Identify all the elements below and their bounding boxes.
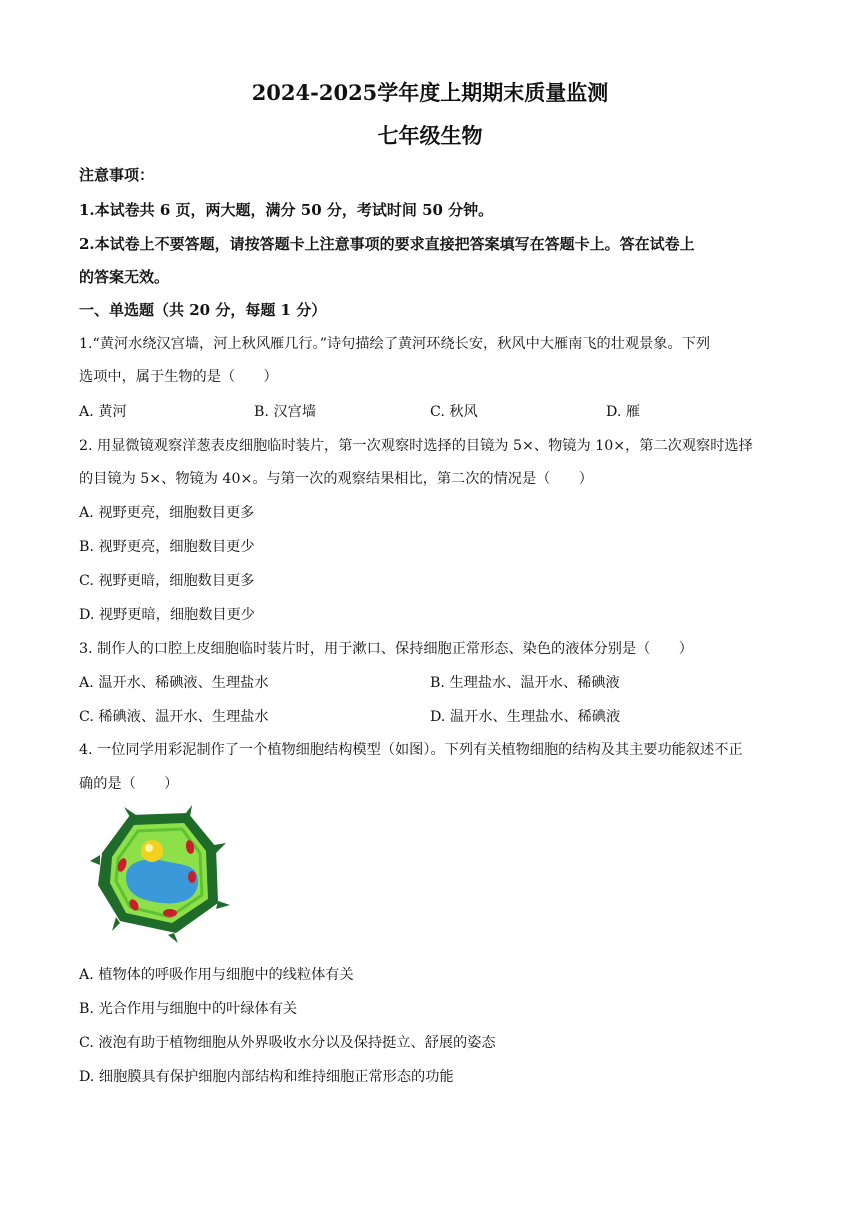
- q2-option-a: A. 视野更亮，细胞数目更多: [79, 505, 255, 521]
- nucleus-highlight: [145, 844, 153, 852]
- q4-option-b: B. 光合作用与细胞中的叶绿体有关: [79, 1001, 298, 1017]
- q4-option-d: D. 细胞膜具有保护细胞内部结构和维持细胞正常形态的功能: [79, 1069, 454, 1085]
- q2-option-b: B. 视野更亮，细胞数目更少: [79, 539, 255, 555]
- exam-subject: 七年级生物: [377, 123, 483, 148]
- q3-option-b: B. 生理盐水、温开水、稀碘液: [430, 675, 620, 691]
- section-heading: 一、单选题（共 20 分，每题 1 分）: [79, 301, 327, 319]
- q2-stem-line-1: 2. 用显微镜观察洋葱表皮细胞临时装片，第一次观察时选择的目镜为 5×、物镜为 10×，第二次观察时选择: [79, 438, 753, 454]
- q4-stem-line-2: 确的是（ ）: [79, 776, 179, 792]
- q2-stem-line-2: 的目镜为 5×、物镜为 40×。与第一次的观察结果相比，第二次的情况是（ ）: [79, 471, 593, 487]
- q1-option-a: A. 黄河: [79, 404, 127, 420]
- q3-option-c: C. 稀碘液、温开水、生理盐水: [79, 709, 269, 725]
- q4-option-a: A. 植物体的呼吸作用与细胞中的线粒体有关: [79, 967, 354, 983]
- q3-stem: 3. 制作人的口腔上皮细胞临时装片时，用于漱口、保持细胞正常形态、染色的液体分别是（ ）: [79, 641, 693, 657]
- q2-option-d: D. 视野更暗，细胞数目更少: [79, 607, 255, 623]
- nucleus: [141, 840, 163, 862]
- q2-option-c: C. 视野更暗，细胞数目更多: [79, 573, 255, 589]
- notes-heading: 注意事项：: [79, 166, 155, 184]
- exam-title: 2024-2025学年度上期期末质量监测: [251, 80, 609, 105]
- q4-stem-line-1: 4. 一位同学用彩泥制作了一个植物细胞结构模型（如图）。下列有关植物细胞的结构及其主要功能叙述不正: [79, 742, 743, 758]
- note-2-line-2: 的答案无效。: [79, 268, 170, 286]
- plant-cell-model-image: [86, 805, 234, 943]
- q1-option-b: B. 汉宫墙: [254, 404, 317, 420]
- note-2-line-1: 2.本试卷上不要答题，请按答题卡上注意事项的要求直接把答案填写在答题卡上。答在试卷上: [79, 235, 695, 253]
- q1-stem-line-2: 选项中，属于生物的是（ ）: [79, 369, 278, 385]
- plant-cell-model-figure: [86, 805, 234, 943]
- q1-stem-line-1: 1.“黄河水绕汉宫墙，河上秋风雁几行。”诗句描绘了黄河环绕长安，秋风中大雁南飞的壮观景象。下列: [79, 336, 711, 352]
- note-1: 1.本试卷共 6 页，两大题，满分 50 分，考试时间 50 分钟。: [79, 201, 494, 219]
- q4-option-c: C. 液泡有助于植物细胞从外界吸收水分以及保持挺立、舒展的姿态: [79, 1035, 496, 1051]
- q3-option-d: D. 温开水、生理盐水、稀碘液: [430, 709, 621, 725]
- q3-option-a: A. 温开水、稀碘液、生理盐水: [79, 675, 269, 691]
- q1-option-d: D. 雁: [606, 404, 641, 420]
- q1-option-c: C. 秋风: [430, 404, 478, 420]
